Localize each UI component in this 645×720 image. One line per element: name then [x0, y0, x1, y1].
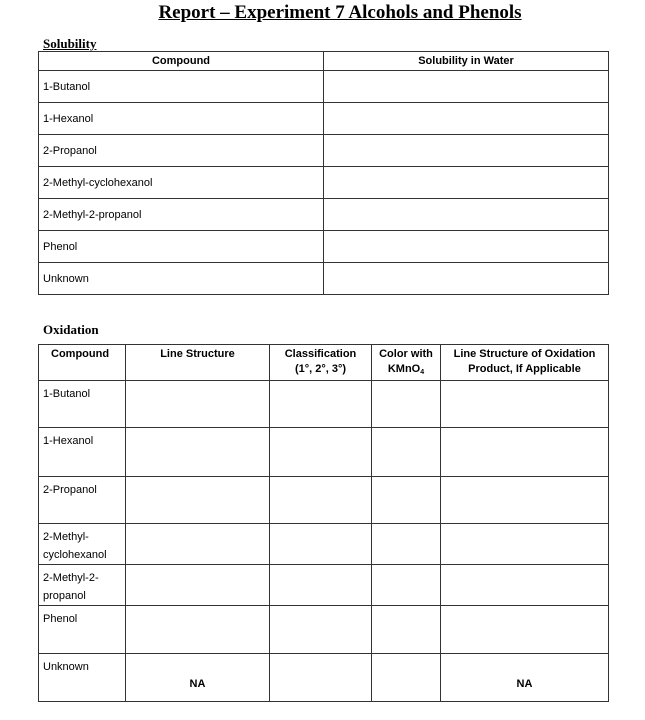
color-header-subscript: 4: [420, 369, 425, 376]
solubility-answer-cell[interactable]: [324, 103, 609, 135]
table-row: [39, 654, 609, 702]
color-header-line1: Color with: [379, 348, 433, 360]
classification-header-line1: Classification: [284, 348, 357, 360]
color-cell[interactable]: [372, 428, 441, 477]
compound-cell: 2-Propanol: [39, 477, 126, 524]
table-row: [39, 606, 609, 654]
classification-header-line2: (1°, 2°, 3°): [294, 363, 347, 375]
compound-cell: Phenol: [39, 231, 324, 263]
compound-cell: 2-Methyl-cyclohexanol: [39, 524, 126, 565]
solubility-answer-cell[interactable]: [324, 135, 609, 167]
classification-cell[interactable]: [270, 524, 372, 565]
solubility-table: [38, 51, 609, 295]
line-structure-cell[interactable]: [126, 565, 270, 606]
solubility-answer-cell[interactable]: [324, 199, 609, 231]
classification-cell[interactable]: [270, 654, 372, 702]
compound-cell: 2-Methyl-cyclohexanol: [39, 167, 324, 199]
oxidation-product-cell[interactable]: [441, 565, 609, 606]
solubility-answer-cell[interactable]: [324, 167, 609, 199]
table-row: [39, 263, 609, 295]
table-row: [39, 71, 609, 103]
compound-cell: 2-Methyl-2-propanol: [39, 199, 324, 231]
oxidation-table: [38, 344, 609, 702]
report-title: Report – Experiment 7 Alcohols and Phenols: [158, 2, 522, 23]
classification-cell[interactable]: [270, 606, 372, 654]
table-row: [39, 381, 609, 428]
compound-cell: 2-Propanol: [39, 135, 324, 167]
oxidation-heading: Oxidation: [43, 322, 99, 337]
compound-cell: 1-Hexanol: [39, 428, 126, 477]
line-structure-cell[interactable]: [126, 477, 270, 524]
compound-cell: 1-Butanol: [39, 381, 126, 428]
table-row: [39, 167, 609, 199]
oxidation-product-cell[interactable]: [441, 428, 609, 477]
table-row: [39, 103, 609, 135]
compound-column-header: Compound: [39, 52, 324, 71]
oxidation-product-cell[interactable]: [441, 381, 609, 428]
product-header-line2: Product, If Applicable: [468, 363, 581, 375]
solubility-answer-cell[interactable]: [324, 263, 609, 295]
solubility-answer-cell[interactable]: [324, 231, 609, 263]
compound-cell: 1-Butanol: [39, 71, 324, 103]
solubility-answer-cell[interactable]: [324, 71, 609, 103]
line-structure-cell[interactable]: [126, 606, 270, 654]
oxidation-product-cell[interactable]: [441, 524, 609, 565]
solubility-header-row: [39, 52, 609, 71]
table-row: [39, 199, 609, 231]
color-cell[interactable]: [372, 381, 441, 428]
line-structure-na-cell: NA: [126, 654, 270, 702]
table-row: [39, 135, 609, 167]
classification-cell[interactable]: [270, 381, 372, 428]
table-row: [39, 477, 609, 524]
classification-cell[interactable]: [270, 428, 372, 477]
compound-cell: 2-Methyl-2-propanol: [39, 565, 126, 606]
oxidation-product-cell[interactable]: [441, 606, 609, 654]
color-cell[interactable]: [372, 606, 441, 654]
line-structure-cell[interactable]: [126, 524, 270, 565]
color-cell[interactable]: [372, 654, 441, 702]
oxidation-header-row: [39, 345, 609, 381]
compound-column-header: Compound: [39, 345, 126, 381]
line-structure-column-header: Line Structure: [126, 345, 270, 381]
color-cell[interactable]: [372, 565, 441, 606]
line-structure-cell[interactable]: [126, 381, 270, 428]
table-row: [39, 524, 609, 565]
color-cell[interactable]: [372, 477, 441, 524]
color-column-header: [372, 345, 441, 381]
product-header-line1: Line Structure of Oxidation: [453, 348, 596, 360]
compound-cell: Unknown: [39, 654, 126, 702]
oxidation-product-na-cell: NA: [441, 654, 609, 702]
classification-column-header: [270, 345, 372, 381]
color-header-kmno: KMnO: [387, 363, 421, 375]
compound-cell: Phenol: [39, 606, 126, 654]
table-row: [39, 428, 609, 477]
compound-cell: Unknown: [39, 263, 324, 295]
table-row: [39, 231, 609, 263]
line-structure-cell[interactable]: [126, 428, 270, 477]
color-cell[interactable]: [372, 524, 441, 565]
table-row: [39, 565, 609, 606]
oxidation-product-cell[interactable]: [441, 477, 609, 524]
compound-cell: 1-Hexanol: [39, 103, 324, 135]
solubility-in-water-column-header: Solubility in Water: [324, 52, 609, 71]
solubility-heading: Solubility: [43, 36, 97, 51]
oxidation-product-column-header: [441, 345, 609, 381]
classification-cell[interactable]: [270, 565, 372, 606]
classification-cell[interactable]: [270, 477, 372, 524]
